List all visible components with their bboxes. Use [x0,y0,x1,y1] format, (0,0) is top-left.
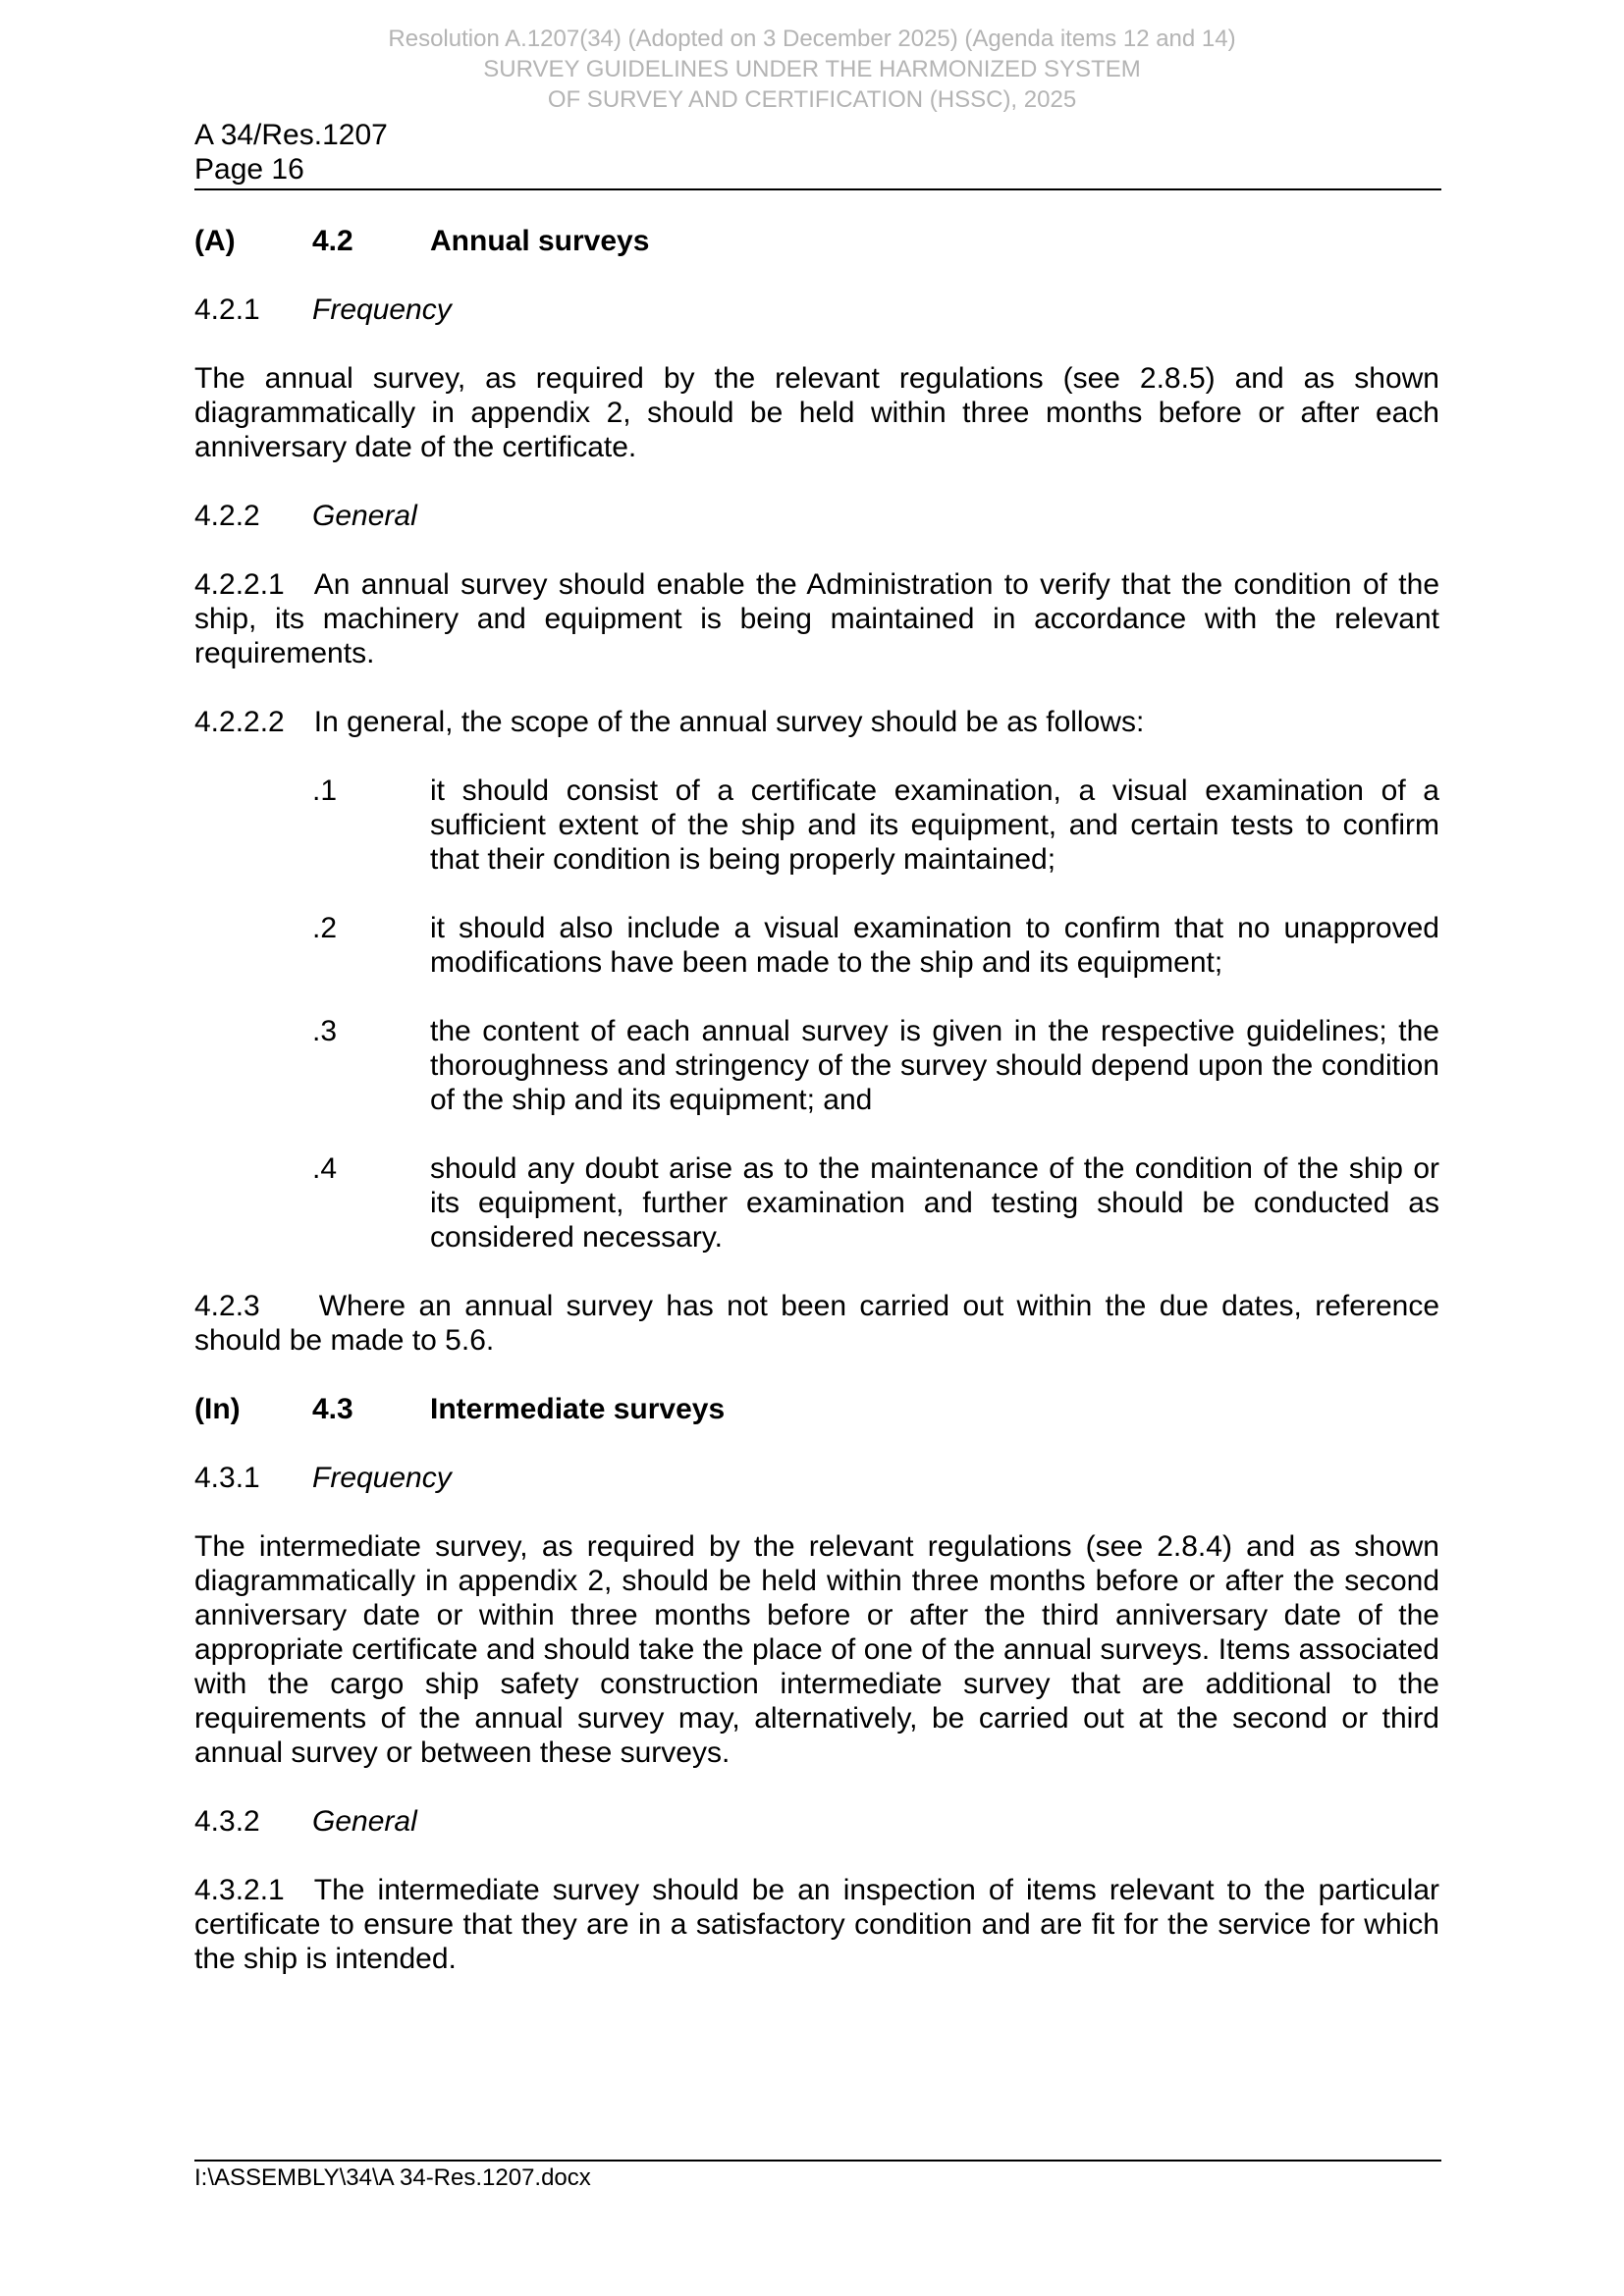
list-item-text: should any doubt arise as to the maintenance of the condition of the ship or its equipment, further examination and testing should be conducted as considered necessary. [430,1152,1439,1254]
subheading-title: Frequency [312,294,452,326]
paragraph-4-2-2-1: 4.2.2.1 An annual survey should enable the Administration to verify that the condition of the ship, its machinery and equipment is being maintained in accordance with the relevant requirements. [194,568,1439,669]
document-header [194,118,388,187]
section-heading-intermediate-surveys [194,1392,1439,1426]
subheading-annual-frequency [194,293,1439,327]
header-divider [194,188,1441,190]
paragraph-4-2-2-2: 4.2.2.2 In general, the scope of the annual survey should be as follows: [194,706,1145,738]
subheading-number: 4.2.1 [194,294,260,326]
subheading-number: 4.2.2 [194,500,260,532]
subheading-annual-general [194,499,1439,533]
list-item-text: it should consist of a certificate examination, a visual examination of a sufficient extent of the ship and its equipment, and certain tests to confirm that their condition is being properly maintained; [430,774,1439,876]
resolution-watermark [0,24,1624,115]
list-item [194,774,1439,877]
list-item-number: .4 [312,1152,338,1185]
list-item [194,1014,1439,1117]
paragraph-annual-frequency: The annual survey, as required by the relevant regulations (see 2.8.5) and as shown diagrammatically in appendix 2, should be held within three months before or after each anniversary date of the certificate. [194,362,1439,463]
list-item [194,911,1439,980]
subheading-intermediate-general [194,1804,1439,1839]
document-reference: A 34/Res.1207 [194,119,388,151]
watermark-line-3: OF SURVEY AND CERTIFICATION (HSSC), 2025 [547,86,1077,113]
watermark-line-1: Resolution A.1207(34) (Adopted on 3 December 2025) (Agenda items 12 and 14) [388,26,1236,52]
list-item-number: .1 [312,774,338,807]
document-body [194,224,1439,2010]
section-mark: (In) [194,1393,241,1425]
paragraph-intermediate-frequency: The intermediate survey, as required by the relevant regulations (see 2.8.4) and as shown diagrammatically in appendix 2, should be held within three months before or after the second anniversary date or within three months before or after the third anniversary date of the appropriate certificate and should take the place of one of the annual surveys. Items associated with the cargo ship safety construction intermediate survey that are additional to the requirements of the annual survey may, alternatively, be carried out at the second or third annual survey or between these surveys. [194,1530,1439,1769]
footer-file-path: I:\ASSEMBLY\34\A 34-Res.1207.docx [194,2164,591,2191]
subheading-number: 4.3.1 [194,1462,260,1494]
subheading-title: General [312,1805,417,1838]
list-item-number: .2 [312,912,338,944]
section-heading-annual-surveys [194,224,1439,258]
subheading-number: 4.3.2 [194,1805,260,1838]
page-number: Page 16 [194,153,304,186]
list-item [194,1151,1439,1255]
subheading-title: General [312,500,417,532]
paragraph-4-3-2-1: 4.3.2.1 The intermediate survey should be an inspection of items relevant to the particular certificate to ensure that they are in a satisfactory condition and are fit for the service for which the ship is intended. [194,1874,1439,1975]
list-item-text: the content of each annual survey is given in the respective guidelines; the thoroughness and stringency of the survey should depend upon the condition of the ship and its equipment; and [430,1015,1439,1116]
section-number: 4.3 [312,1393,353,1425]
subheading-intermediate-frequency [194,1461,1439,1495]
paragraph-4-2-3: 4.2.3 Where an annual survey has not been carried out within the due dates, reference should be made to 5.6. [194,1290,1439,1357]
section-mark: (A) [194,225,236,257]
footer-divider [194,2160,1441,2162]
watermark-line-2: SURVEY GUIDELINES UNDER THE HARMONIZED SYSTEM [483,56,1141,82]
list-item-text: it should also include a visual examination to confirm that no unapproved modifications have been made to the ship and its equipment; [430,912,1439,979]
list-item-number: .3 [312,1015,338,1047]
subheading-title: Frequency [312,1462,452,1494]
section-title: Intermediate surveys [430,1393,726,1425]
section-title: Annual surveys [430,225,650,257]
section-number: 4.2 [312,225,353,257]
